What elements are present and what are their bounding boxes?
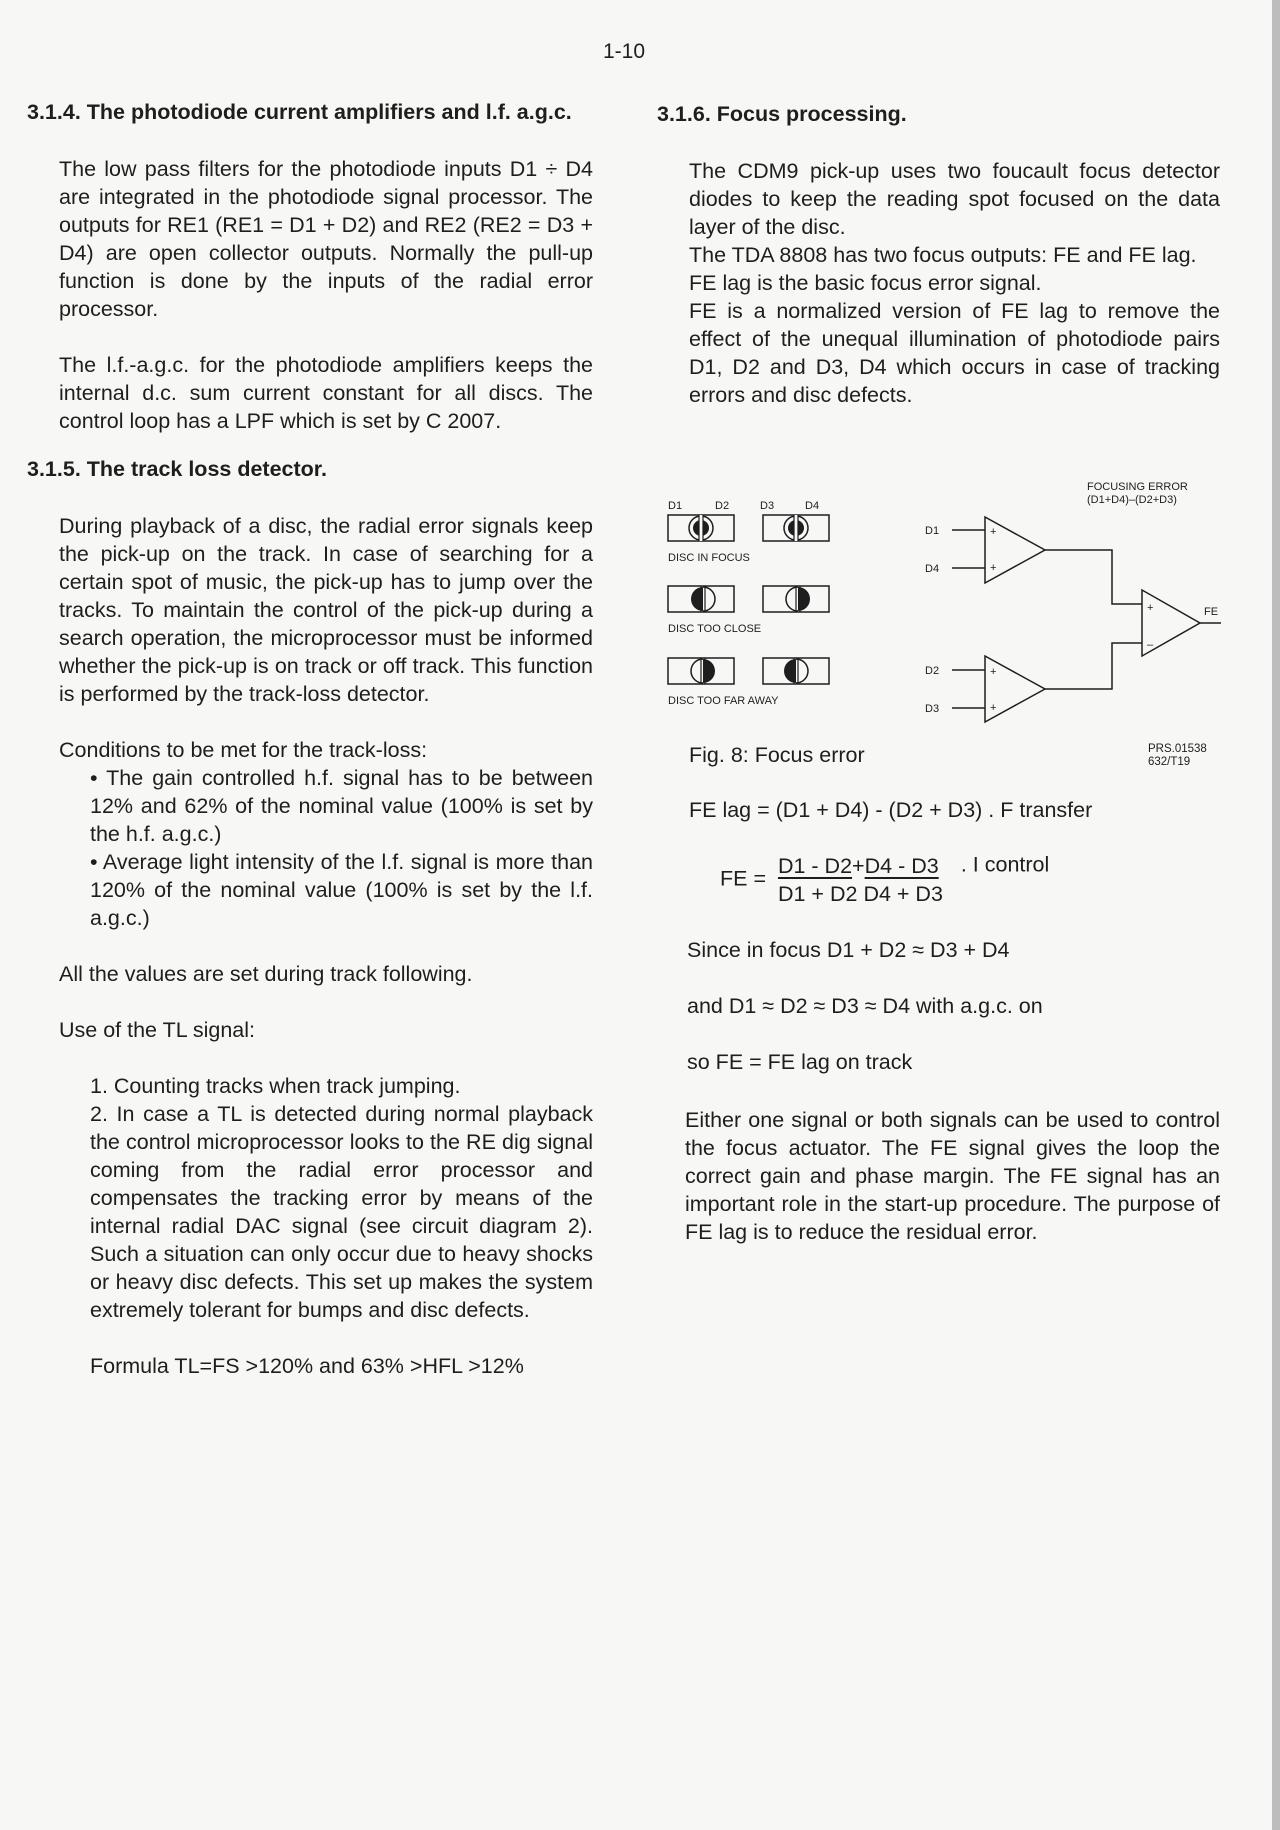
fraction [778, 852, 943, 908]
paragraph-line: The CDM9 pick-up uses two foucault focus detector diodes to keep the reading spot focused on the data layer of the disc. [689, 159, 1220, 239]
diode-pair-too-far-right [763, 658, 829, 684]
fe-prefix: FE = [720, 866, 767, 891]
section-heading-3-1-5: 3.1.5. The track loss detector. [27, 457, 327, 481]
equation-fe [720, 852, 1049, 908]
plus-sign: + [990, 702, 997, 714]
diode-label-d4: D4 [805, 500, 820, 512]
equation-since: Since in focus D1 + D2 ≈ D3 + D4 [687, 938, 1010, 962]
focus-error-diagram [655, 470, 1230, 750]
tl-use-intro: Use of the TL signal: [59, 1018, 255, 1042]
focusing-error-formula: (D1+D4)–(D2+D3) [1087, 494, 1177, 506]
focusing-error-title: FOCUSING ERROR [1087, 481, 1188, 493]
equation-fe-lag: FE lag = (D1 + D4) - (D2 + D3) . F transfer [689, 798, 1093, 822]
denominator-1: D1 + D2 [777, 882, 858, 906]
page-edge [1272, 0, 1280, 1830]
closing-paragraph: Either one signal or both signals can be used to control the focus actuator. The FE signal gives the loop the correct gain and phase margin. The FE signal has an important role in the start-up procedure. The purpose of FE lag is to reduce the residual error. [685, 1108, 1220, 1244]
plus-sign: + [990, 666, 997, 678]
focus-error-figure [655, 470, 1230, 790]
plus-sign: + [990, 526, 997, 538]
numerator-1: D1 - D2 [777, 854, 853, 878]
minus-sign: – [1147, 639, 1154, 651]
tl-formula: Formula TL=FS >120% and 63% >HFL >12% [90, 1354, 524, 1378]
diode-pair-in-focus-right [763, 515, 829, 541]
section-heading-3-1-6: 3.1.6. Focus processing. [657, 102, 907, 126]
right-column [657, 100, 1220, 409]
diode-label-d2: D2 [715, 500, 730, 512]
fe-suffix: . I control [960, 852, 1050, 877]
numerator-2: D4 - D3 [864, 854, 939, 878]
paragraph-line: The TDA 8808 has two focus outputs: FE and FE lag. [689, 243, 1197, 267]
state-label-too-far: DISC TOO FAR AWAY [668, 695, 779, 707]
paragraph: The low pass filters for the photodiode inputs D1 ÷ D4 are integrated in the photodiode signal processor. The outputs for RE1 (RE1 = D1 + D2) and RE2 (RE2 = D3 + D4) are open collector outputs. Normally the pull-up function is done by the inputs of the radial error processor. [59, 157, 593, 321]
amp-input-d2: D2 [925, 665, 940, 677]
equation-so: so FE = FE lag on track [687, 1050, 913, 1074]
amp-input-d4: D4 [925, 563, 940, 575]
figure-code-line: PRS.01538 [1148, 743, 1207, 755]
section-heading-3-1-4: 3.1.4. The photodiode current amplifiers and l.f. a.g.c. [27, 100, 572, 124]
denominator-2: D4 + D3 [863, 882, 943, 906]
paragraph-line: FE is a normalized version of FE lag to remove the effect of the unequal illumination of photodiode pairs D1, D2 and D3, D4 which occurs in case of tracking errors and disc defects. [689, 299, 1220, 407]
diode-label-d1: D1 [668, 500, 683, 512]
state-label-in-focus: DISC IN FOCUS [668, 552, 750, 564]
plus-operator: + [852, 854, 865, 878]
diode-label-d3: D3 [760, 500, 775, 512]
diode-pair-in-focus-left [668, 515, 734, 541]
amp-input-d1: D1 [925, 525, 940, 537]
diode-pair-too-far-left [668, 658, 734, 684]
tl-use-item: 2. In case a TL is detected during normal playback the control microprocessor looks to the RE dig signal coming from the radial error processor and compensates the tracking error by means of the internal radial DAC signal (see circuit diagram 2). Such a situation can only occur due to heavy shocks or heavy disc defects. This set up makes the system extremely tolerant for bumps and disc defects. [90, 1102, 593, 1322]
equation-and: and D1 ≈ D2 ≈ D3 ≈ D4 with a.g.c. on [687, 994, 1043, 1018]
paragraph-line: FE lag is the basic focus error signal. [689, 271, 1042, 295]
diode-pair-too-close-left [668, 586, 734, 612]
opamp-output [1142, 590, 1221, 656]
condition-item: • Average light intensity of the l.f. signal is more than 120% of the nominal value (100% is set by the l.f. a.g.c.) [90, 850, 593, 930]
paragraph: The l.f.-a.g.c. for the photodiode amplifiers keeps the internal d.c. sum current constant for all discs. The control loop has a LPF which is set by C 2007. [59, 353, 593, 433]
figure-caption: Fig. 8: Focus error [689, 743, 865, 767]
closing-paragraph-block [685, 1106, 1220, 1246]
opamp-top [952, 517, 1142, 604]
diode-pair-too-close-right [763, 586, 829, 612]
left-column [27, 98, 593, 1380]
opamp-bottom [952, 643, 1142, 722]
values-note: All the values are set during track following. [59, 962, 473, 986]
conditions-intro: Conditions to be met for the track-loss: [59, 738, 428, 762]
tl-use-item: 1. Counting tracks when track jumping. [90, 1074, 461, 1098]
figure-code-line: 632/T19 [1148, 756, 1191, 768]
output-label-fe: FE [1204, 606, 1219, 618]
page-number: 1-10 [603, 40, 646, 63]
amp-input-d3: D3 [925, 703, 940, 715]
state-label-too-close: DISC TOO CLOSE [668, 623, 762, 635]
paragraph: During playback of a disc, the radial error signals keep the pick-up on the track. In case of searching for a certain spot of music, the pick-up has to jump over the tracks. To maintain the control of the pick-up during a search operation, the microprocessor must be informed whether the pick-up is on track or off track. This function is performed by the track-loss detector. [59, 514, 593, 706]
figure-reference-code [1148, 743, 1207, 769]
plus-sign: + [990, 562, 997, 574]
condition-item: • The gain controlled h.f. signal has to be between 12% and 62% of the nominal value (100% is set by the h.f. a.g.c.) [90, 766, 593, 846]
plus-sign: + [1147, 602, 1154, 614]
